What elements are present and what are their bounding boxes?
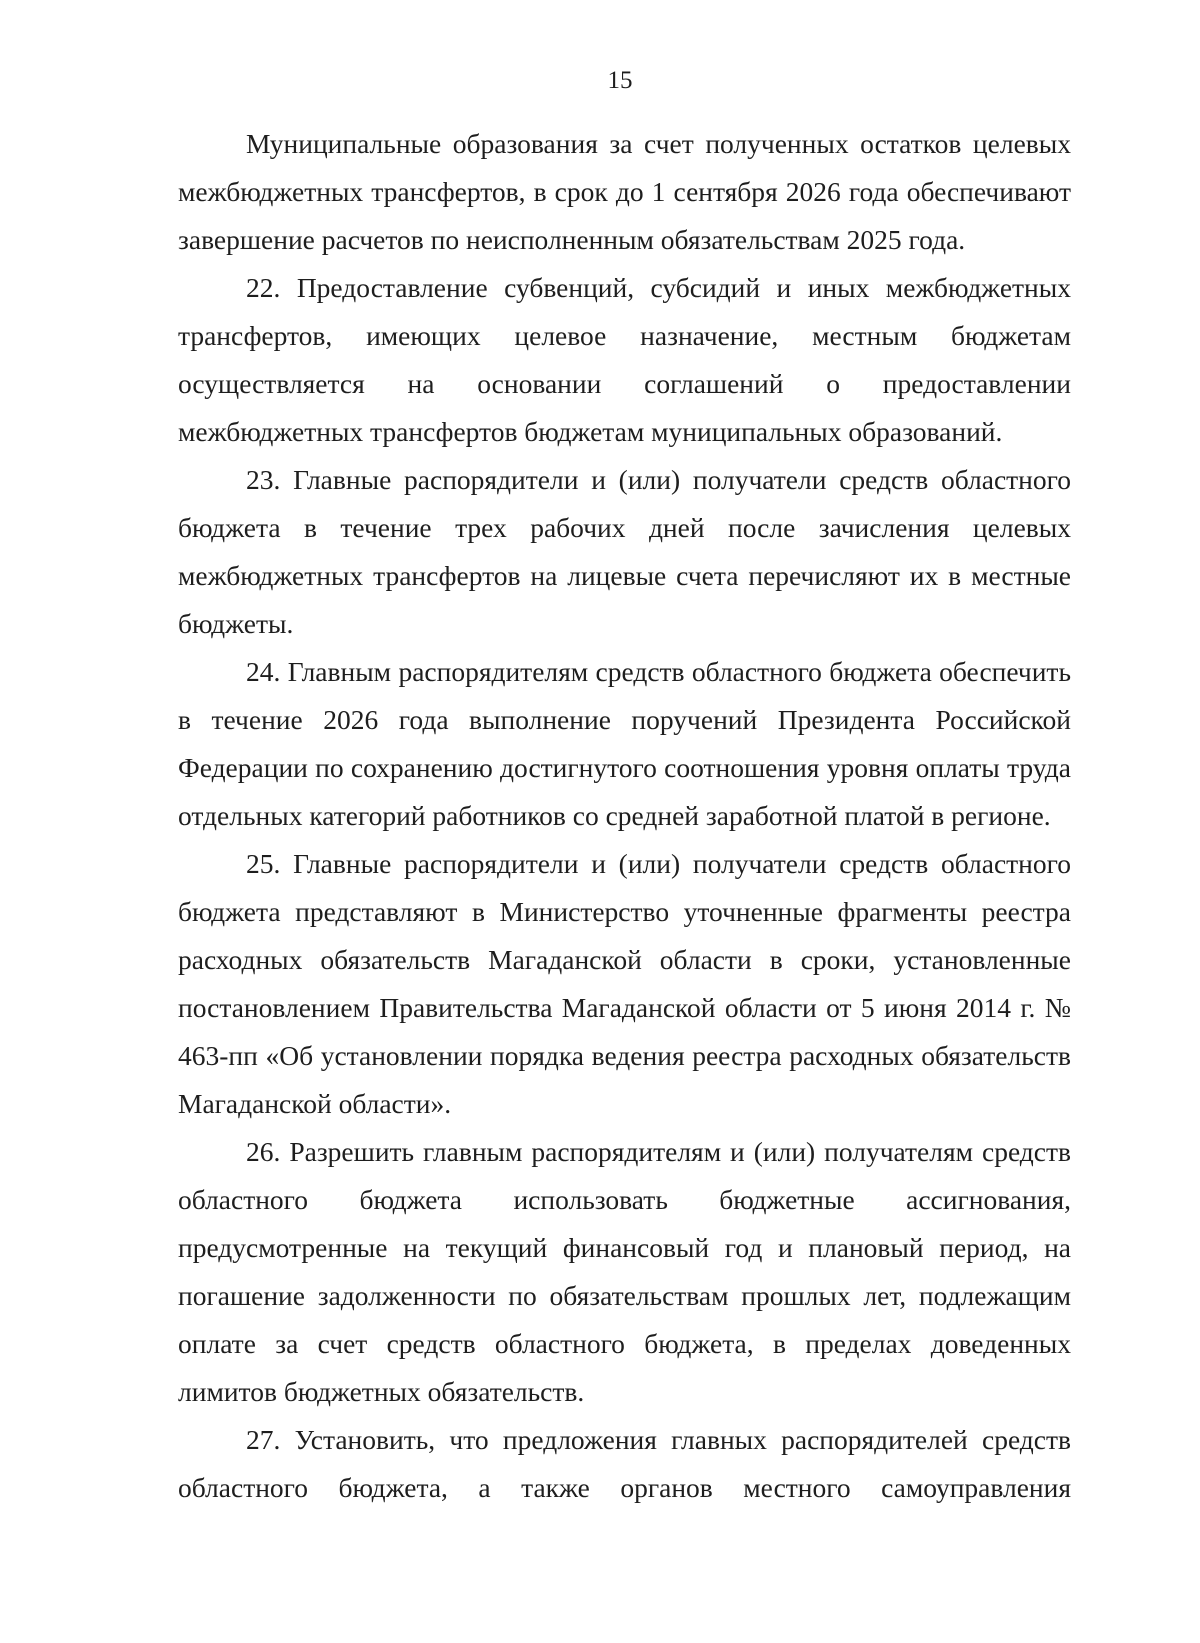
paragraph-27: 27. Установить, что предложения главных распорядителей средств областного бюджета, а также органов местного самоуправления: [178, 1424, 1071, 1503]
paragraph-25: 25. Главные распорядители и (или) получатели средств областного бюджета представляют в Министерство уточненные фрагменты реестра расходных обязательств Магаданской области в сроки, установленные постановлением Правительства Магаданской области от 5 июня 2014 г. № 463-пп «Об установлении порядка ведения реестра расходных обязательств Магаданской области».: [178, 848, 1071, 1119]
paragraph-22: 22. Предоставление субвенций, субсидий и иных межбюджетных трансфертов, имеющих целевое назначение, местным бюджетам осуществляется на основании соглашений о предоставлении межбюджетных трансфертов бюджетам муниципальных образований.: [178, 272, 1071, 447]
paragraph-26: 26. Разрешить главным распорядителям и (или) получателям средств областного бюджета использовать бюджетные ассигнования, предусмотренные на текущий финансовый год и плановый период, на погашение задолженности по обязательствам прошлых лет, подлежащим оплате за счет средств областного бюджета, в пределах доведенных лимитов бюджетных обязательств.: [178, 1136, 1071, 1407]
page-number: 15: [607, 67, 633, 94]
paragraph-23: 23. Главные распорядители и (или) получатели средств областного бюджета в течение трех рабочих дней после зачисления целевых межбюджетных трансфертов на лицевые счета перечисляют их в местные бюджеты.: [178, 464, 1071, 639]
paragraph-transfers-settlement: Муниципальные образования за счет полученных остатков целевых межбюджетных трансфертов, в срок до 1 сентября 2026 года обеспечивают завершение расчетов по неисполненным обязательствам 2025 года.: [178, 128, 1071, 255]
document-body: [178, 120, 1071, 1512]
paragraph-24: 24. Главным распорядителям средств областного бюджета обеспечить в течение 2026 года выполнение поручений Президента Российской Федерации по сохранению достигнутого соотношения уровня оплаты труда отдельных категорий работников со средней заработной платой в регионе.: [178, 656, 1071, 831]
